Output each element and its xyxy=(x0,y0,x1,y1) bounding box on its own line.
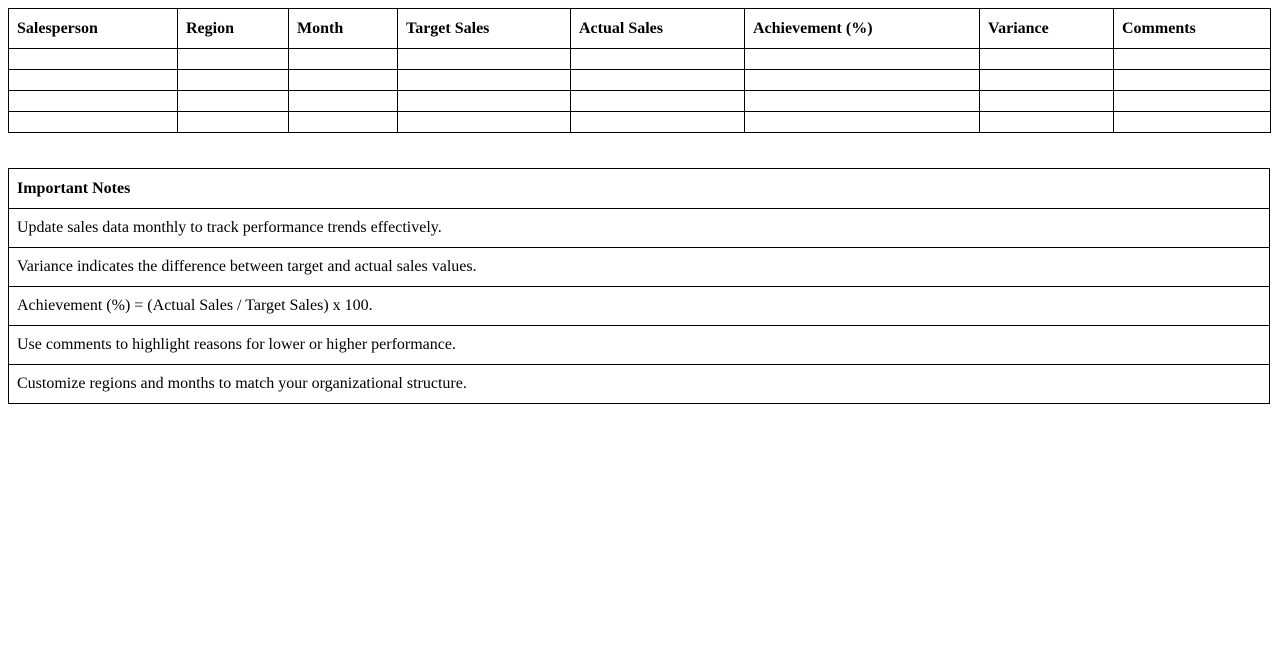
table-cell xyxy=(1114,70,1271,91)
header-comments: Comments xyxy=(1114,9,1271,49)
notes-table xyxy=(8,168,1270,404)
table-cell xyxy=(1114,112,1271,133)
table-cell xyxy=(745,112,980,133)
table-cell xyxy=(178,112,289,133)
table-cell xyxy=(980,91,1114,112)
header-month: Month xyxy=(289,9,398,49)
table-cell xyxy=(178,70,289,91)
table-cell xyxy=(1114,49,1271,70)
notes-title: Important Notes xyxy=(9,169,1270,209)
table-cell xyxy=(178,91,289,112)
table-cell xyxy=(745,70,980,91)
table-cell xyxy=(571,91,745,112)
table-row xyxy=(9,91,1271,112)
note-item: Achievement (%) = (Actual Sales / Target Sales) x 100. xyxy=(9,287,1270,326)
note-row xyxy=(9,326,1270,365)
table-row xyxy=(9,112,1271,133)
note-item: Variance indicates the difference between target and actual sales values. xyxy=(9,248,1270,287)
table-cell xyxy=(398,112,571,133)
table-cell xyxy=(745,49,980,70)
note-item: Update sales data monthly to track performance trends effectively. xyxy=(9,209,1270,248)
table-cell xyxy=(398,49,571,70)
table-cell xyxy=(289,49,398,70)
sales-table xyxy=(8,8,1271,133)
sales-table-header-row xyxy=(9,9,1271,49)
header-region: Region xyxy=(178,9,289,49)
table-cell xyxy=(9,91,178,112)
table-cell xyxy=(980,70,1114,91)
header-achievement: Achievement (%) xyxy=(745,9,980,49)
table-cell xyxy=(980,112,1114,133)
table-cell xyxy=(178,49,289,70)
table-row xyxy=(9,49,1271,70)
table-cell xyxy=(1114,91,1271,112)
header-salesperson: Salesperson xyxy=(9,9,178,49)
table-cell xyxy=(289,112,398,133)
table-cell xyxy=(9,49,178,70)
note-item: Customize regions and months to match your organizational structure. xyxy=(9,365,1270,404)
table-cell xyxy=(745,91,980,112)
note-row xyxy=(9,209,1270,248)
note-row xyxy=(9,365,1270,404)
table-cell xyxy=(9,70,178,91)
note-row xyxy=(9,248,1270,287)
table-cell xyxy=(398,70,571,91)
note-item: Use comments to highlight reasons for lower or higher performance. xyxy=(9,326,1270,365)
table-row xyxy=(9,70,1271,91)
table-cell xyxy=(289,91,398,112)
header-variance: Variance xyxy=(980,9,1114,49)
header-actual-sales: Actual Sales xyxy=(571,9,745,49)
table-cell xyxy=(980,49,1114,70)
table-cell xyxy=(571,49,745,70)
table-cell xyxy=(571,112,745,133)
header-target-sales: Target Sales xyxy=(398,9,571,49)
note-row xyxy=(9,287,1270,326)
table-cell xyxy=(289,70,398,91)
table-cell xyxy=(9,112,178,133)
table-cell xyxy=(398,91,571,112)
table-cell xyxy=(571,70,745,91)
notes-header-row xyxy=(9,169,1270,209)
